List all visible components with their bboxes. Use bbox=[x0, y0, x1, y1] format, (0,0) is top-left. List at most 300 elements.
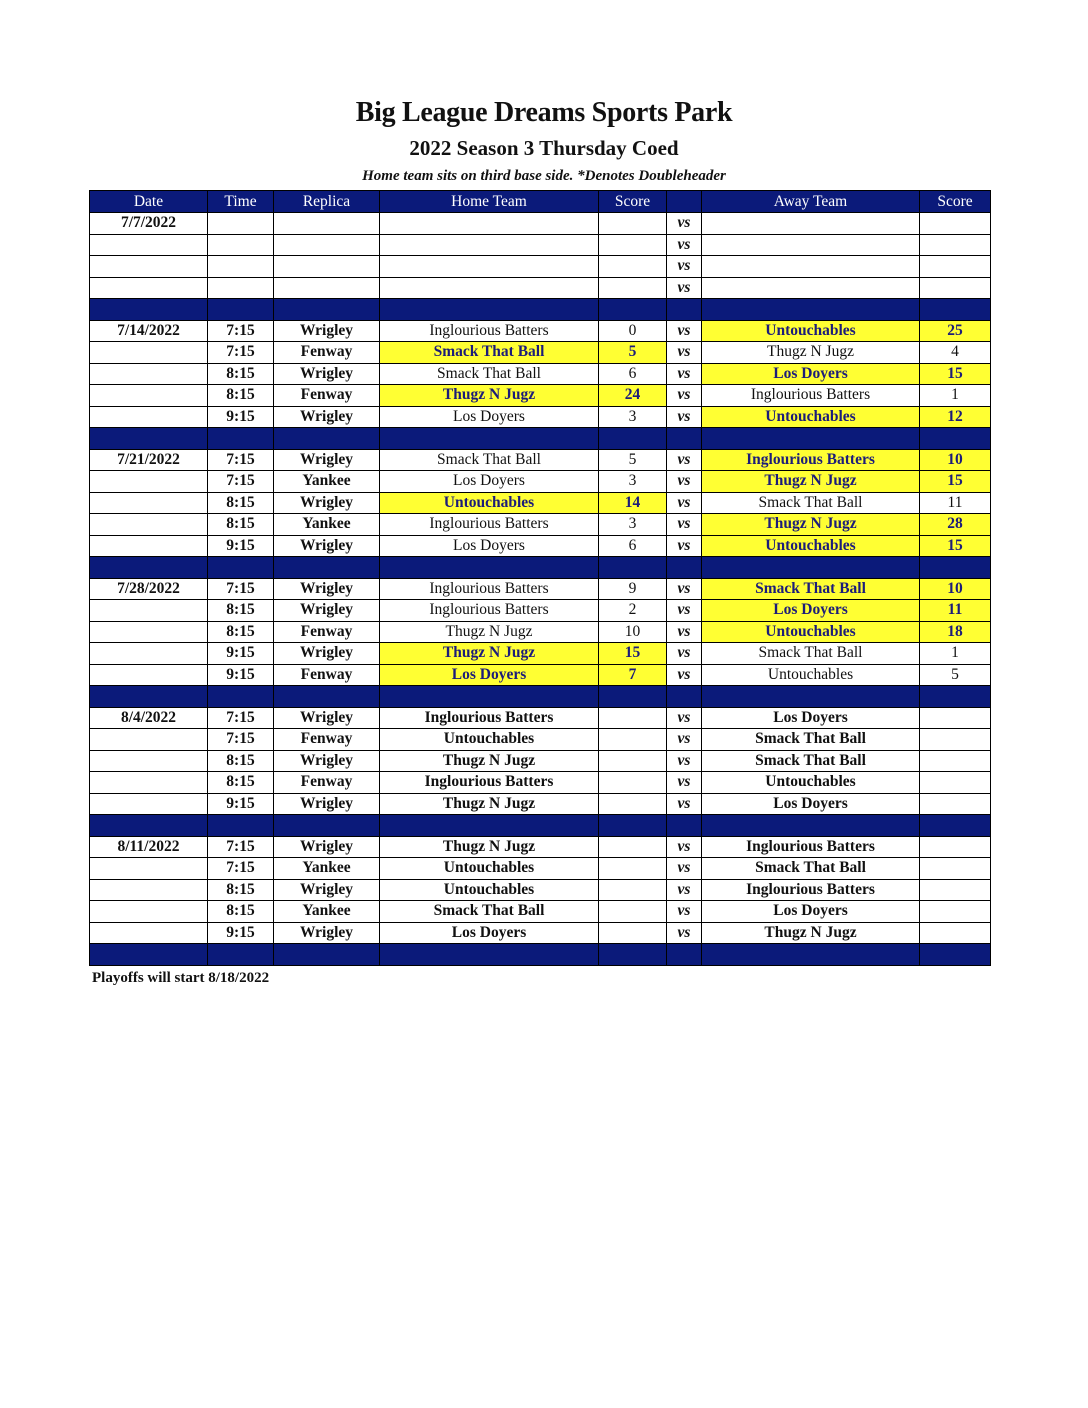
table-header-row bbox=[90, 191, 991, 213]
vs-label: vs bbox=[667, 492, 702, 514]
vs-label: vs bbox=[667, 621, 702, 643]
game-date bbox=[90, 600, 208, 622]
away-score bbox=[920, 750, 991, 772]
home-team: Los Doyers bbox=[380, 535, 599, 557]
game-field: Wrigley bbox=[274, 449, 380, 471]
separator-cell bbox=[208, 944, 274, 966]
away-team: Untouchables bbox=[702, 535, 920, 557]
separator-cell bbox=[274, 557, 380, 579]
home-score: 24 bbox=[599, 385, 667, 407]
away-score bbox=[920, 277, 991, 299]
game-date bbox=[90, 363, 208, 385]
vs-label: vs bbox=[667, 578, 702, 600]
separator-cell bbox=[90, 815, 208, 837]
home-team: Thugz N Jugz bbox=[380, 385, 599, 407]
away-score bbox=[920, 213, 991, 235]
vs-label: vs bbox=[667, 729, 702, 751]
away-team: Inglourious Batters bbox=[702, 879, 920, 901]
game-field: Fenway bbox=[274, 772, 380, 794]
separator-cell bbox=[274, 428, 380, 450]
table-row bbox=[90, 879, 991, 901]
away-score: 15 bbox=[920, 471, 991, 493]
home-score: 5 bbox=[599, 449, 667, 471]
vs-label: vs bbox=[667, 535, 702, 557]
game-field: Yankee bbox=[274, 471, 380, 493]
separator-cell bbox=[208, 686, 274, 708]
game-field: Yankee bbox=[274, 901, 380, 923]
game-field: Wrigley bbox=[274, 492, 380, 514]
away-team: Smack That Ball bbox=[702, 643, 920, 665]
game-date bbox=[90, 729, 208, 751]
game-field: Wrigley bbox=[274, 836, 380, 858]
game-time bbox=[208, 277, 274, 299]
game-time: 7:15 bbox=[208, 836, 274, 858]
vs-label: vs bbox=[667, 793, 702, 815]
table-row bbox=[90, 535, 991, 557]
game-date bbox=[90, 922, 208, 944]
game-date bbox=[90, 277, 208, 299]
home-score bbox=[599, 256, 667, 278]
game-time: 9:15 bbox=[208, 535, 274, 557]
away-team: Thugz N Jugz bbox=[702, 342, 920, 364]
home-score: 15 bbox=[599, 643, 667, 665]
separator-cell bbox=[599, 686, 667, 708]
separator-cell bbox=[274, 944, 380, 966]
home-team: Untouchables bbox=[380, 729, 599, 751]
game-date bbox=[90, 385, 208, 407]
separator-cell bbox=[702, 686, 920, 708]
game-time: 7:15 bbox=[208, 342, 274, 364]
home-score: 9 bbox=[599, 578, 667, 600]
away-team bbox=[702, 213, 920, 235]
away-score: 1 bbox=[920, 385, 991, 407]
table-row bbox=[90, 320, 991, 342]
table-row bbox=[90, 922, 991, 944]
game-field: Wrigley bbox=[274, 922, 380, 944]
game-time: 8:15 bbox=[208, 363, 274, 385]
table-row bbox=[90, 901, 991, 923]
vs-label: vs bbox=[667, 449, 702, 471]
vs-label: vs bbox=[667, 471, 702, 493]
game-date bbox=[90, 664, 208, 686]
separator-cell bbox=[667, 299, 702, 321]
game-time: 9:15 bbox=[208, 922, 274, 944]
table-row bbox=[90, 234, 991, 256]
game-time: 7:15 bbox=[208, 320, 274, 342]
game-field: Wrigley bbox=[274, 578, 380, 600]
table-row bbox=[90, 578, 991, 600]
game-date bbox=[90, 793, 208, 815]
away-team: Untouchables bbox=[702, 406, 920, 428]
separator-cell bbox=[208, 815, 274, 837]
vs-label: vs bbox=[667, 922, 702, 944]
game-time: 7:15 bbox=[208, 858, 274, 880]
home-team: Thugz N Jugz bbox=[380, 750, 599, 772]
away-team: Thugz N Jugz bbox=[702, 514, 920, 536]
away-team: Smack That Ball bbox=[702, 750, 920, 772]
table-row bbox=[90, 729, 991, 751]
home-score bbox=[599, 707, 667, 729]
home-score bbox=[599, 901, 667, 923]
separator-cell bbox=[380, 557, 599, 579]
separator-cell bbox=[599, 815, 667, 837]
home-score: 6 bbox=[599, 363, 667, 385]
vs-label: vs bbox=[667, 234, 702, 256]
separator-cell bbox=[599, 557, 667, 579]
away-score: 5 bbox=[920, 664, 991, 686]
game-time: 8:15 bbox=[208, 879, 274, 901]
vs-label: vs bbox=[667, 213, 702, 235]
separator-cell bbox=[274, 815, 380, 837]
separator-cell bbox=[920, 557, 991, 579]
separator-cell bbox=[380, 428, 599, 450]
away-score bbox=[920, 793, 991, 815]
home-team: Los Doyers bbox=[380, 664, 599, 686]
game-time: 8:15 bbox=[208, 772, 274, 794]
game-field bbox=[274, 256, 380, 278]
away-score bbox=[920, 772, 991, 794]
game-date: 7/28/2022 bbox=[90, 578, 208, 600]
vs-label: vs bbox=[667, 707, 702, 729]
playoffs-note: Playoffs will start 8/18/2022 bbox=[92, 970, 270, 986]
separator-cell bbox=[274, 299, 380, 321]
away-score: 11 bbox=[920, 492, 991, 514]
away-score: 4 bbox=[920, 342, 991, 364]
home-score bbox=[599, 729, 667, 751]
separator-cell bbox=[380, 299, 599, 321]
away-team: Inglourious Batters bbox=[702, 385, 920, 407]
away-score: 11 bbox=[920, 600, 991, 622]
away-score: 25 bbox=[920, 320, 991, 342]
game-field: Wrigley bbox=[274, 535, 380, 557]
schedule-body bbox=[90, 213, 991, 966]
game-time: 7:15 bbox=[208, 449, 274, 471]
away-team: Smack That Ball bbox=[702, 729, 920, 751]
separator-cell bbox=[599, 428, 667, 450]
week-separator bbox=[90, 815, 991, 837]
home-score bbox=[599, 836, 667, 858]
away-score: 28 bbox=[920, 514, 991, 536]
vs-label: vs bbox=[667, 664, 702, 686]
table-row bbox=[90, 342, 991, 364]
separator-cell bbox=[208, 299, 274, 321]
separator-cell bbox=[380, 686, 599, 708]
page-subtitle: 2022 Season 3 Thursday Coed bbox=[409, 136, 679, 160]
home-score: 14 bbox=[599, 492, 667, 514]
column-header-away-team: Away Team bbox=[702, 191, 920, 213]
game-time: 8:15 bbox=[208, 385, 274, 407]
home-score: 2 bbox=[599, 600, 667, 622]
game-time: 9:15 bbox=[208, 406, 274, 428]
away-score: 18 bbox=[920, 621, 991, 643]
separator-cell bbox=[599, 299, 667, 321]
away-team: Thugz N Jugz bbox=[702, 922, 920, 944]
separator-cell bbox=[667, 428, 702, 450]
home-score bbox=[599, 750, 667, 772]
home-team: Los Doyers bbox=[380, 471, 599, 493]
separator-cell bbox=[702, 815, 920, 837]
home-score bbox=[599, 234, 667, 256]
page-title: Big League Dreams Sports Park bbox=[355, 97, 733, 128]
game-time: 9:15 bbox=[208, 793, 274, 815]
game-field: Wrigley bbox=[274, 750, 380, 772]
home-team: Smack That Ball bbox=[380, 342, 599, 364]
away-score: 15 bbox=[920, 363, 991, 385]
game-date: 7/21/2022 bbox=[90, 449, 208, 471]
game-date: 7/14/2022 bbox=[90, 320, 208, 342]
vs-label: vs bbox=[667, 901, 702, 923]
game-date bbox=[90, 772, 208, 794]
home-team: Inglourious Batters bbox=[380, 772, 599, 794]
game-field: Fenway bbox=[274, 385, 380, 407]
table-row bbox=[90, 858, 991, 880]
separator-cell bbox=[380, 815, 599, 837]
game-time bbox=[208, 213, 274, 235]
away-score bbox=[920, 707, 991, 729]
away-team bbox=[702, 234, 920, 256]
home-score: 6 bbox=[599, 535, 667, 557]
game-date bbox=[90, 342, 208, 364]
table-row bbox=[90, 600, 991, 622]
game-field: Wrigley bbox=[274, 363, 380, 385]
column-header-home-team: Home Team bbox=[380, 191, 599, 213]
table-row bbox=[90, 621, 991, 643]
game-time: 9:15 bbox=[208, 643, 274, 665]
home-team: Thugz N Jugz bbox=[380, 643, 599, 665]
game-time: 9:15 bbox=[208, 664, 274, 686]
table-row bbox=[90, 449, 991, 471]
game-field: Fenway bbox=[274, 664, 380, 686]
separator-cell bbox=[920, 686, 991, 708]
home-team: Los Doyers bbox=[380, 922, 599, 944]
table-row bbox=[90, 707, 991, 729]
column-header-replica: Replica bbox=[274, 191, 380, 213]
vs-label: vs bbox=[667, 836, 702, 858]
game-date bbox=[90, 471, 208, 493]
table-row bbox=[90, 643, 991, 665]
separator-cell bbox=[702, 428, 920, 450]
week-separator bbox=[90, 944, 991, 966]
separator-cell bbox=[920, 815, 991, 837]
away-score bbox=[920, 256, 991, 278]
separator-cell bbox=[90, 428, 208, 450]
away-team: Untouchables bbox=[702, 772, 920, 794]
home-team: Smack That Ball bbox=[380, 901, 599, 923]
away-team: Untouchables bbox=[702, 664, 920, 686]
away-team: Los Doyers bbox=[702, 707, 920, 729]
separator-cell bbox=[90, 686, 208, 708]
home-score: 3 bbox=[599, 514, 667, 536]
away-team: Los Doyers bbox=[702, 363, 920, 385]
away-score bbox=[920, 858, 991, 880]
schedule-note: Home team sits on third base side. *Denotes Doubleheader bbox=[362, 168, 726, 184]
separator-cell bbox=[599, 944, 667, 966]
table-row bbox=[90, 664, 991, 686]
away-score: 10 bbox=[920, 578, 991, 600]
home-team bbox=[380, 234, 599, 256]
separator-cell bbox=[667, 944, 702, 966]
home-score: 0 bbox=[599, 320, 667, 342]
away-score bbox=[920, 879, 991, 901]
separator-cell bbox=[667, 557, 702, 579]
away-score bbox=[920, 922, 991, 944]
game-date bbox=[90, 901, 208, 923]
game-field: Wrigley bbox=[274, 707, 380, 729]
game-date bbox=[90, 492, 208, 514]
away-team: Untouchables bbox=[702, 621, 920, 643]
vs-label: vs bbox=[667, 256, 702, 278]
separator-cell bbox=[920, 944, 991, 966]
vs-label: vs bbox=[667, 277, 702, 299]
home-score bbox=[599, 879, 667, 901]
home-score: 7 bbox=[599, 664, 667, 686]
separator-cell bbox=[920, 299, 991, 321]
separator-cell bbox=[667, 686, 702, 708]
game-date bbox=[90, 879, 208, 901]
away-team: Untouchables bbox=[702, 320, 920, 342]
game-date bbox=[90, 256, 208, 278]
game-time bbox=[208, 256, 274, 278]
vs-label: vs bbox=[667, 385, 702, 407]
game-field: Wrigley bbox=[274, 406, 380, 428]
game-field bbox=[274, 277, 380, 299]
home-team: Untouchables bbox=[380, 879, 599, 901]
table-row bbox=[90, 256, 991, 278]
home-team: Los Doyers bbox=[380, 406, 599, 428]
game-time: 7:15 bbox=[208, 578, 274, 600]
column-header-vs bbox=[667, 191, 702, 213]
away-score bbox=[920, 836, 991, 858]
column-header-home-score: Score bbox=[599, 191, 667, 213]
game-date bbox=[90, 514, 208, 536]
game-field: Fenway bbox=[274, 621, 380, 643]
vs-label: vs bbox=[667, 320, 702, 342]
separator-cell bbox=[667, 815, 702, 837]
home-team bbox=[380, 213, 599, 235]
game-date bbox=[90, 234, 208, 256]
away-team: Smack That Ball bbox=[702, 578, 920, 600]
separator-cell bbox=[702, 944, 920, 966]
separator-cell bbox=[920, 428, 991, 450]
table-row bbox=[90, 793, 991, 815]
game-time: 8:15 bbox=[208, 600, 274, 622]
game-field: Wrigley bbox=[274, 320, 380, 342]
game-date: 7/7/2022 bbox=[90, 213, 208, 235]
game-time: 7:15 bbox=[208, 471, 274, 493]
game-time: 8:15 bbox=[208, 621, 274, 643]
away-score: 15 bbox=[920, 535, 991, 557]
home-team: Smack That Ball bbox=[380, 449, 599, 471]
home-team: Thugz N Jugz bbox=[380, 793, 599, 815]
home-score: 5 bbox=[599, 342, 667, 364]
game-date bbox=[90, 750, 208, 772]
home-team: Inglourious Batters bbox=[380, 514, 599, 536]
game-field: Wrigley bbox=[274, 600, 380, 622]
game-field bbox=[274, 213, 380, 235]
schedule-table bbox=[89, 190, 991, 966]
column-header-away-score: Score bbox=[920, 191, 991, 213]
away-team: Inglourious Batters bbox=[702, 449, 920, 471]
home-score bbox=[599, 772, 667, 794]
home-score bbox=[599, 858, 667, 880]
away-score: 12 bbox=[920, 406, 991, 428]
game-date bbox=[90, 535, 208, 557]
vs-label: vs bbox=[667, 406, 702, 428]
home-team: Inglourious Batters bbox=[380, 600, 599, 622]
game-field: Fenway bbox=[274, 342, 380, 364]
table-row bbox=[90, 363, 991, 385]
separator-cell bbox=[380, 944, 599, 966]
home-team: Smack That Ball bbox=[380, 363, 599, 385]
home-team: Untouchables bbox=[380, 492, 599, 514]
separator-cell bbox=[90, 944, 208, 966]
home-team: Inglourious Batters bbox=[380, 578, 599, 600]
table-row bbox=[90, 385, 991, 407]
away-score bbox=[920, 901, 991, 923]
vs-label: vs bbox=[667, 643, 702, 665]
home-team bbox=[380, 277, 599, 299]
game-field: Yankee bbox=[274, 514, 380, 536]
game-date bbox=[90, 406, 208, 428]
game-time: 8:15 bbox=[208, 514, 274, 536]
separator-cell bbox=[702, 557, 920, 579]
vs-label: vs bbox=[667, 514, 702, 536]
away-score: 10 bbox=[920, 449, 991, 471]
table-row bbox=[90, 471, 991, 493]
away-team: Smack That Ball bbox=[702, 858, 920, 880]
week-separator bbox=[90, 299, 991, 321]
away-score: 1 bbox=[920, 643, 991, 665]
game-field: Wrigley bbox=[274, 879, 380, 901]
separator-cell bbox=[208, 428, 274, 450]
table-row bbox=[90, 277, 991, 299]
away-team bbox=[702, 277, 920, 299]
away-team: Los Doyers bbox=[702, 793, 920, 815]
home-score bbox=[599, 793, 667, 815]
separator-cell bbox=[274, 686, 380, 708]
game-time: 7:15 bbox=[208, 707, 274, 729]
away-team: Thugz N Jugz bbox=[702, 471, 920, 493]
table-row bbox=[90, 514, 991, 536]
vs-label: vs bbox=[667, 772, 702, 794]
game-time: 8:15 bbox=[208, 750, 274, 772]
column-header-date: Date bbox=[90, 191, 208, 213]
table-row bbox=[90, 750, 991, 772]
game-date bbox=[90, 621, 208, 643]
home-score bbox=[599, 213, 667, 235]
home-team bbox=[380, 256, 599, 278]
away-team: Inglourious Batters bbox=[702, 836, 920, 858]
game-field bbox=[274, 234, 380, 256]
home-score bbox=[599, 277, 667, 299]
game-time: 8:15 bbox=[208, 901, 274, 923]
separator-cell bbox=[90, 557, 208, 579]
table-row bbox=[90, 213, 991, 235]
game-field: Yankee bbox=[274, 858, 380, 880]
home-team: Thugz N Jugz bbox=[380, 621, 599, 643]
home-score bbox=[599, 922, 667, 944]
game-field: Wrigley bbox=[274, 643, 380, 665]
game-field: Fenway bbox=[274, 729, 380, 751]
separator-cell bbox=[208, 557, 274, 579]
game-field: Wrigley bbox=[274, 793, 380, 815]
vs-label: vs bbox=[667, 600, 702, 622]
home-team: Untouchables bbox=[380, 858, 599, 880]
vs-label: vs bbox=[667, 750, 702, 772]
home-team: Inglourious Batters bbox=[380, 320, 599, 342]
table-row bbox=[90, 406, 991, 428]
game-date: 8/4/2022 bbox=[90, 707, 208, 729]
